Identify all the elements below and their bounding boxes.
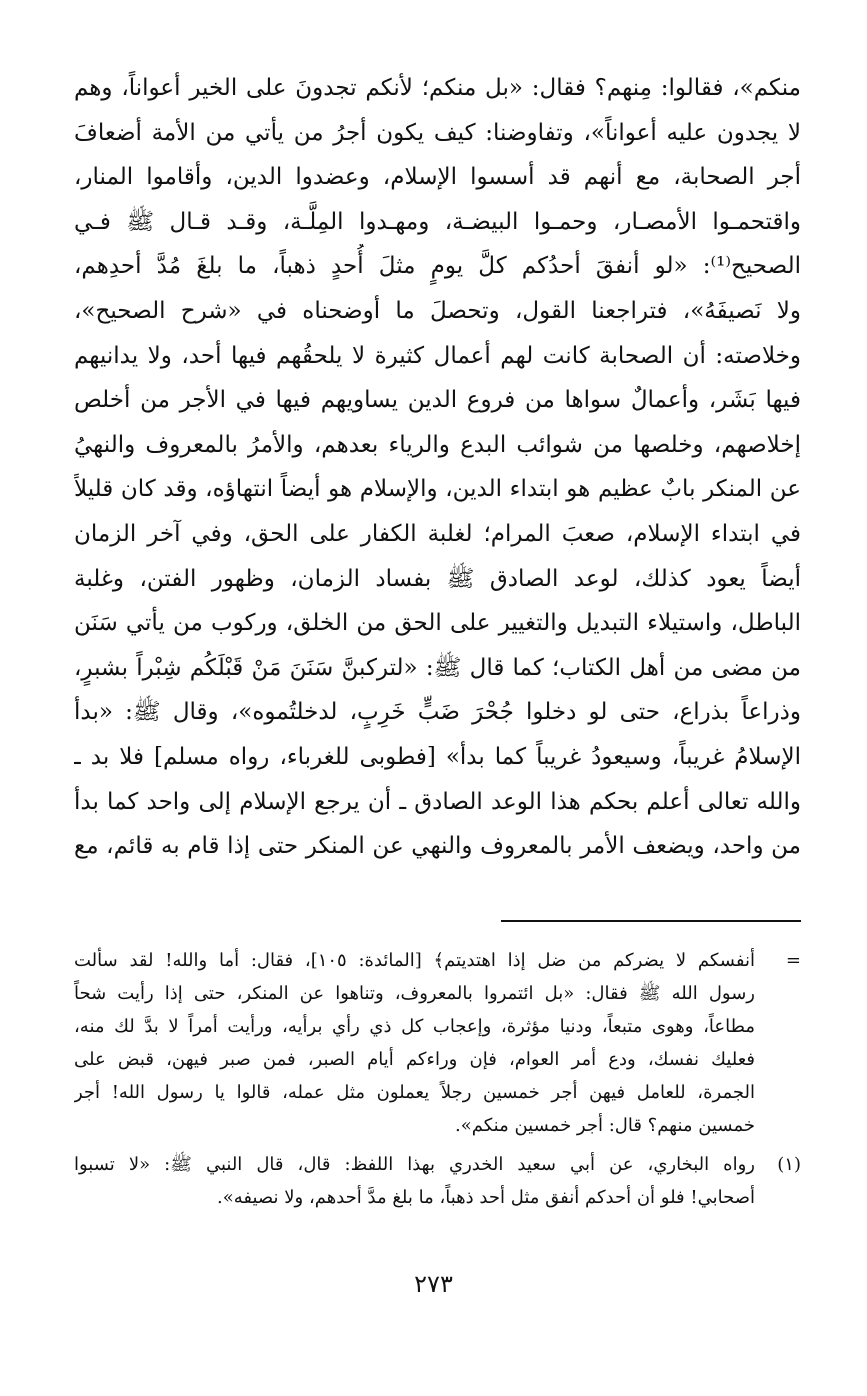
text-line: وخلاصته: أن الصحابة كانت لهم أعمال كثيرة لا يلحقُهم فيها أحد، ولا يدانيهم	[74, 342, 801, 369]
text-line: أجر الصحابة، مع أنهم قد أسسوا الإسلام، وعضدوا الدين، وأقاموا المنار،	[74, 164, 801, 191]
text-line: والله تعالى أعلم بحكم هذا الوعد الصادق ـ أن يرجع الإسلام إلى واحد كما بدأ	[74, 788, 801, 815]
main-text	[74, 66, 801, 869]
footnote-separator	[501, 920, 801, 922]
footnote-line: الجمرة، للعامل فيهن أجر خمسين رجلاً يعملون مثل عمله، قالوا يا رسول الله! أجر	[74, 1082, 755, 1103]
text-line: لا يجدون عليه أعواناً»، وتفاوضنا: كيف يكون أجرُ من يأتي من الأمة أضعافَ	[74, 119, 801, 146]
text-line: الصحيح⁽¹⁾: «لو أنفقَ أحدُكم كلَّ يومٍ مثلَ أُحدٍ ذهباً، ما بلغَ مُدَّ أحدِهم،	[74, 253, 801, 280]
text-line: أيضاً يعود كذلك، لوعد الصادق ﷺ بفساد الزمان، وظهور الفتن، وغلبة	[74, 565, 801, 592]
text-line: فيها بَشَر، وأعمالٌ سواها من فروع الدين يساويهم فيها في الأجر من أخلص	[74, 387, 801, 414]
footnote-line: خمسين منهم؟ قال: أجر خمسين منكم».	[455, 1115, 755, 1136]
footnote-line: أصحابي! فلو أن أحدكم أنفق مثل أحد ذهباً، ما بلغ مدَّ أحدهم، ولا نصيفه».	[217, 1187, 755, 1208]
footnote-marker: (١)	[777, 1154, 801, 1175]
footnote-1	[74, 1148, 801, 1214]
text-line: من مضى من أهل الكتاب؛ كما قال ﷺ: «لتركبنَّ سَنَنَ مَنْ قَبْلَكُم شِبْراً بشبرٍ،	[74, 654, 801, 681]
text-line: الإسلامُ غريباً، وسيعودُ غريباً كما بدأ» [فطوبى للغرباء، رواه مسلم] فلا بد ـ	[74, 743, 801, 770]
text-line: الباطل، واستيلاء التبديل والتغيير على الحق من الخلق، وركوب من يأتي سَنَن	[74, 610, 801, 637]
text-line: من واحد، ويضعف الأمر بالمعروف والنهي عن المنكر حتى إذا قام به قائم، مع	[74, 833, 801, 860]
text-line: ولا نَصيفَهُ»، فتراجعنا القول، وتحصلَ ما أوضحناه في «شرح الصحيح»،	[74, 297, 801, 324]
footnote-line: فعليك نفسك، ودع أمر العوام، فإن وراءكم أيام الصبر، فمن صبر فيهن، قبض على	[74, 1049, 755, 1070]
footnote-line: مطاعاً، وهوى متبعاً، ودنيا مؤثرة، وإعجاب كل ذي رأي برأيه، ورأيت أمراً لا بدَّ لك منه،	[74, 1016, 755, 1037]
footnote-line: أنفسكم لا يضركم من ضل إذا اهتديتم﴾ [المائدة: ١٠٥]، فقال: أما والله! لقد سألت	[74, 950, 755, 971]
page-number: ٢٧٣	[414, 1270, 453, 1298]
footnote-line: رواه البخاري، عن أبي سعيد الخدري بهذا اللفظ: قال، قال النبي ﷺ: «لا تسبوا	[74, 1154, 755, 1175]
text-line: وذراعاً بذراع، حتى لو دخلوا جُحْرَ ضَبٍّ خَرِبٍ، لدخلتُموه»، وقال ﷺ: «بدأ	[74, 699, 801, 726]
footnote-line: رسول الله ﷺ فقال: «بل ائتمروا بالمعروف، وتناهوا عن المنكر، حتى إذا رأيت شحاً	[74, 983, 755, 1004]
text-line: إخلاصهم، وخلصها من شوائب البدع والرياء بعدهم، والأمرُ بالمعروف والنهيُ	[74, 431, 801, 458]
text-line: عن المنكر بابٌ عظيم هو ابتداء الدين، والإسلام هو أيضاً انتهاؤه، وقد كان قليلاً	[74, 476, 801, 503]
text-line: منكم»، فقالوا: مِنهم؟ فقال: «بل منكم؛ لأنكم تجدونَ على الخير أعواناً، وهم	[74, 75, 801, 101]
text-line: واقتحمـوا الأمصـار، وحمـوا البيضـة، ومهـدوا المِلَّـة، وقـد قـال ﷺ فـي	[74, 208, 801, 235]
text-line: في ابتداء الإسلام، صعبَ المرام؛ لغلبة الكفار على الحق، وفي آخر الزمان	[74, 520, 801, 547]
footnotes	[74, 944, 801, 1214]
footnote-marker: =	[785, 950, 801, 971]
footnote-continuation	[74, 944, 801, 1142]
